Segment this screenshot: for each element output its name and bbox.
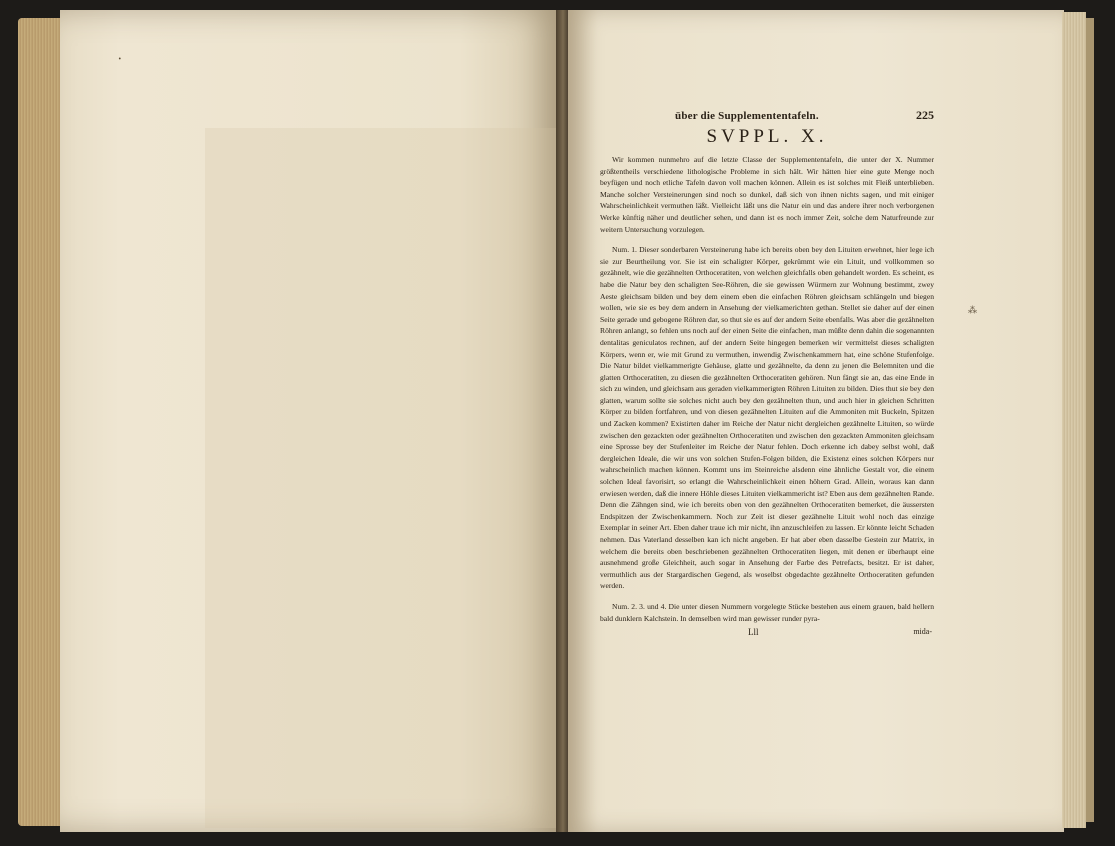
page-footer (600, 627, 934, 641)
catchword: mida- (913, 627, 932, 637)
page-number: 225 (916, 108, 934, 122)
right-page-edges-outer (1086, 18, 1094, 822)
right-page-edges (1062, 12, 1086, 828)
left-page-speck: • (118, 56, 122, 63)
signature-mark: Lll (748, 627, 759, 638)
margin-mark: ⁂ (968, 306, 977, 316)
paragraph-intro: Wir kommen nunmehro auf die letzte Classe der Supplemententafeln, die unter der X. Nummer größtentheils verschiedene lithologische Probleme in sich hält. Wir hätten hier eine gute Menge noch beyfügen und noch etliche Tafeln davon voll machen können. Allein es ist solches mit Fleiß unterblieben. Manche solcher Versteinerungen sind noch so dunkel, daß sich von ihnen nichts sagen, und mit einiger Wahrscheinlichkeit vermuthen läßt. Vielleicht läßt uns die Natur ein und das andere ihrer noch verborgenen Werke künftig näher und deutlicher sehen, und dann ist es noch immer Zeit, solche dem Naturfreunde zur weitern Untersuchung vorzulegen. (600, 155, 934, 234)
left-page-stain (205, 128, 585, 828)
section-title: SVPPL. X. (706, 126, 828, 147)
paragraph-num-1: Num. 1. Dieser sonderbaren Versteinerung habe ich bereits oben bey den Lituiten erwehnet, hier lege ich sie zur Beurtheilung vor. Sie ist ein schaligter Körper, gekrümmt wie ein Lituit, und vollkommen so gezähnelt, wie die gezähnelten Orthoceratiten, von welchen gleichfalls oben gehandelt worden. Es scheint, es habe die Natur bey den schaligten See-Röhren, die sie gewissen Würmern zur Wohnung bestimmt, zwey Aeste gleichsam bilden und bey dem einem eben die einfachen Röhren gleichsam schlängeln und biegen wollen, wie sie es bey dem andern in Ansehung der vielkamerichten gethan. Stellet sie daher auf der einen Seite gerade und gebogene Röhren dar, so thut sie es auf der andern Seite ebenfalls. Was aber die gezähnelten Röhren anlangt, so fehlen uns noch auf der einen Seite die einfachen, man müßte denn dahin die sogenannten dentalitas geniculatos rechnen, auf der andern Seite hingegen bemerken wir vermittelst dieses schaligten Körpers, wenn er, wie mit Grund zu vermuthen, inwendig Zwischenkammern hat, eine schöne Stufenfolge. Die Natur bildet vielkammerigte Gehäuse, glatte und gezähnelte, da denn zu jenen die Belemniten und die glatten Orthoceratiten, zu diesen die gezähnelten Orthoceratiten gehören. Nun fängt sie an, das eine Ende in sich zu winden, und gleichsam aus geraden vielkammerigten Röhren Lituiten zu bilden. Dies thut sie bey den glatten, warum sollte sie solches nicht auch bey den gezähnelten thun, und auch hier in gleichen Schritten Körper zu bilden fortfahren, und von diesen gezähnelten Lituiten auf die Ammoniten mit Buckeln, Spitzen und Zacken kommen? Existirten daher im Reiche der Natur nicht dergleichen gezähnelte Lituiten, so würde zwischen den gezackten oder gezähnelten Orthoceratiten und zwischen den gezackten Ammoniten gleichsam eine Sprosse bey der Stufenleiter im Reiche der Natur fehlen. Doch erkenne ich dabey selbst wohl, daß dergleichen Ideale, die wir uns von solchen Stufen-Folgen bilden, die Existenz eines solchen Körpers nur wahrscheinlich machen können. Kommt uns im Steinreiche alsdenn eine ähnliche Gestalt vor, die einem solchen Ideal favorisirt, so erlangt die Wahrscheinlichkeit einen höhern Grad. Allein, woraus kan dann erwiesen werden, daß die innere Höhle dieses Lituiten vielkammericht ist? Eben aus dem gezähnelten Rande. Denn die Zähngen sind, wie ich bereits oben von den gezähnelten Orthoceratiten bemerket, die äussersten Endspitzen der Zwischenkammern. Noch zur Zeit ist dieser gezähnelte Lituit wohl noch das einzige Exemplar in seiner Art. Eben daher traue ich mir nicht, ihn anzuschleifen zu lassen. Er könnte leicht Schaden nehmen. Das Vaterland desselben kan ich nicht angeben. Er hat aber eben dasselbe Gestein zur Matrix, in welchem die bereits oben beschriebenen gezähnelten Orthoceratiten liegen, mit denen er überhaupt eine ausnehmend große Gleichheit, auch sogar in Ansehung der Farbe des Petrefacts, besitzt. Er ist daher, vermuthlich aus der Stargardischen Gegend, als woselbst obgedachte gezähnelte Orthoceratiten gefunden werden. (600, 245, 934, 591)
running-head: über die Supplemententafeln. (675, 110, 819, 122)
left-page-blank (60, 10, 560, 832)
page-text (600, 108, 934, 641)
paragraph-num-2-4: Num. 2. 3. und 4. Die unter diesen Nummern vorgelegte Stücke bestehen aus einem grauen, bald hellern bald dunklern Kalchstein. In demselben wird man gewisser runder pyra- (600, 601, 934, 623)
page-header (600, 108, 934, 124)
left-page-edges (18, 18, 66, 826)
